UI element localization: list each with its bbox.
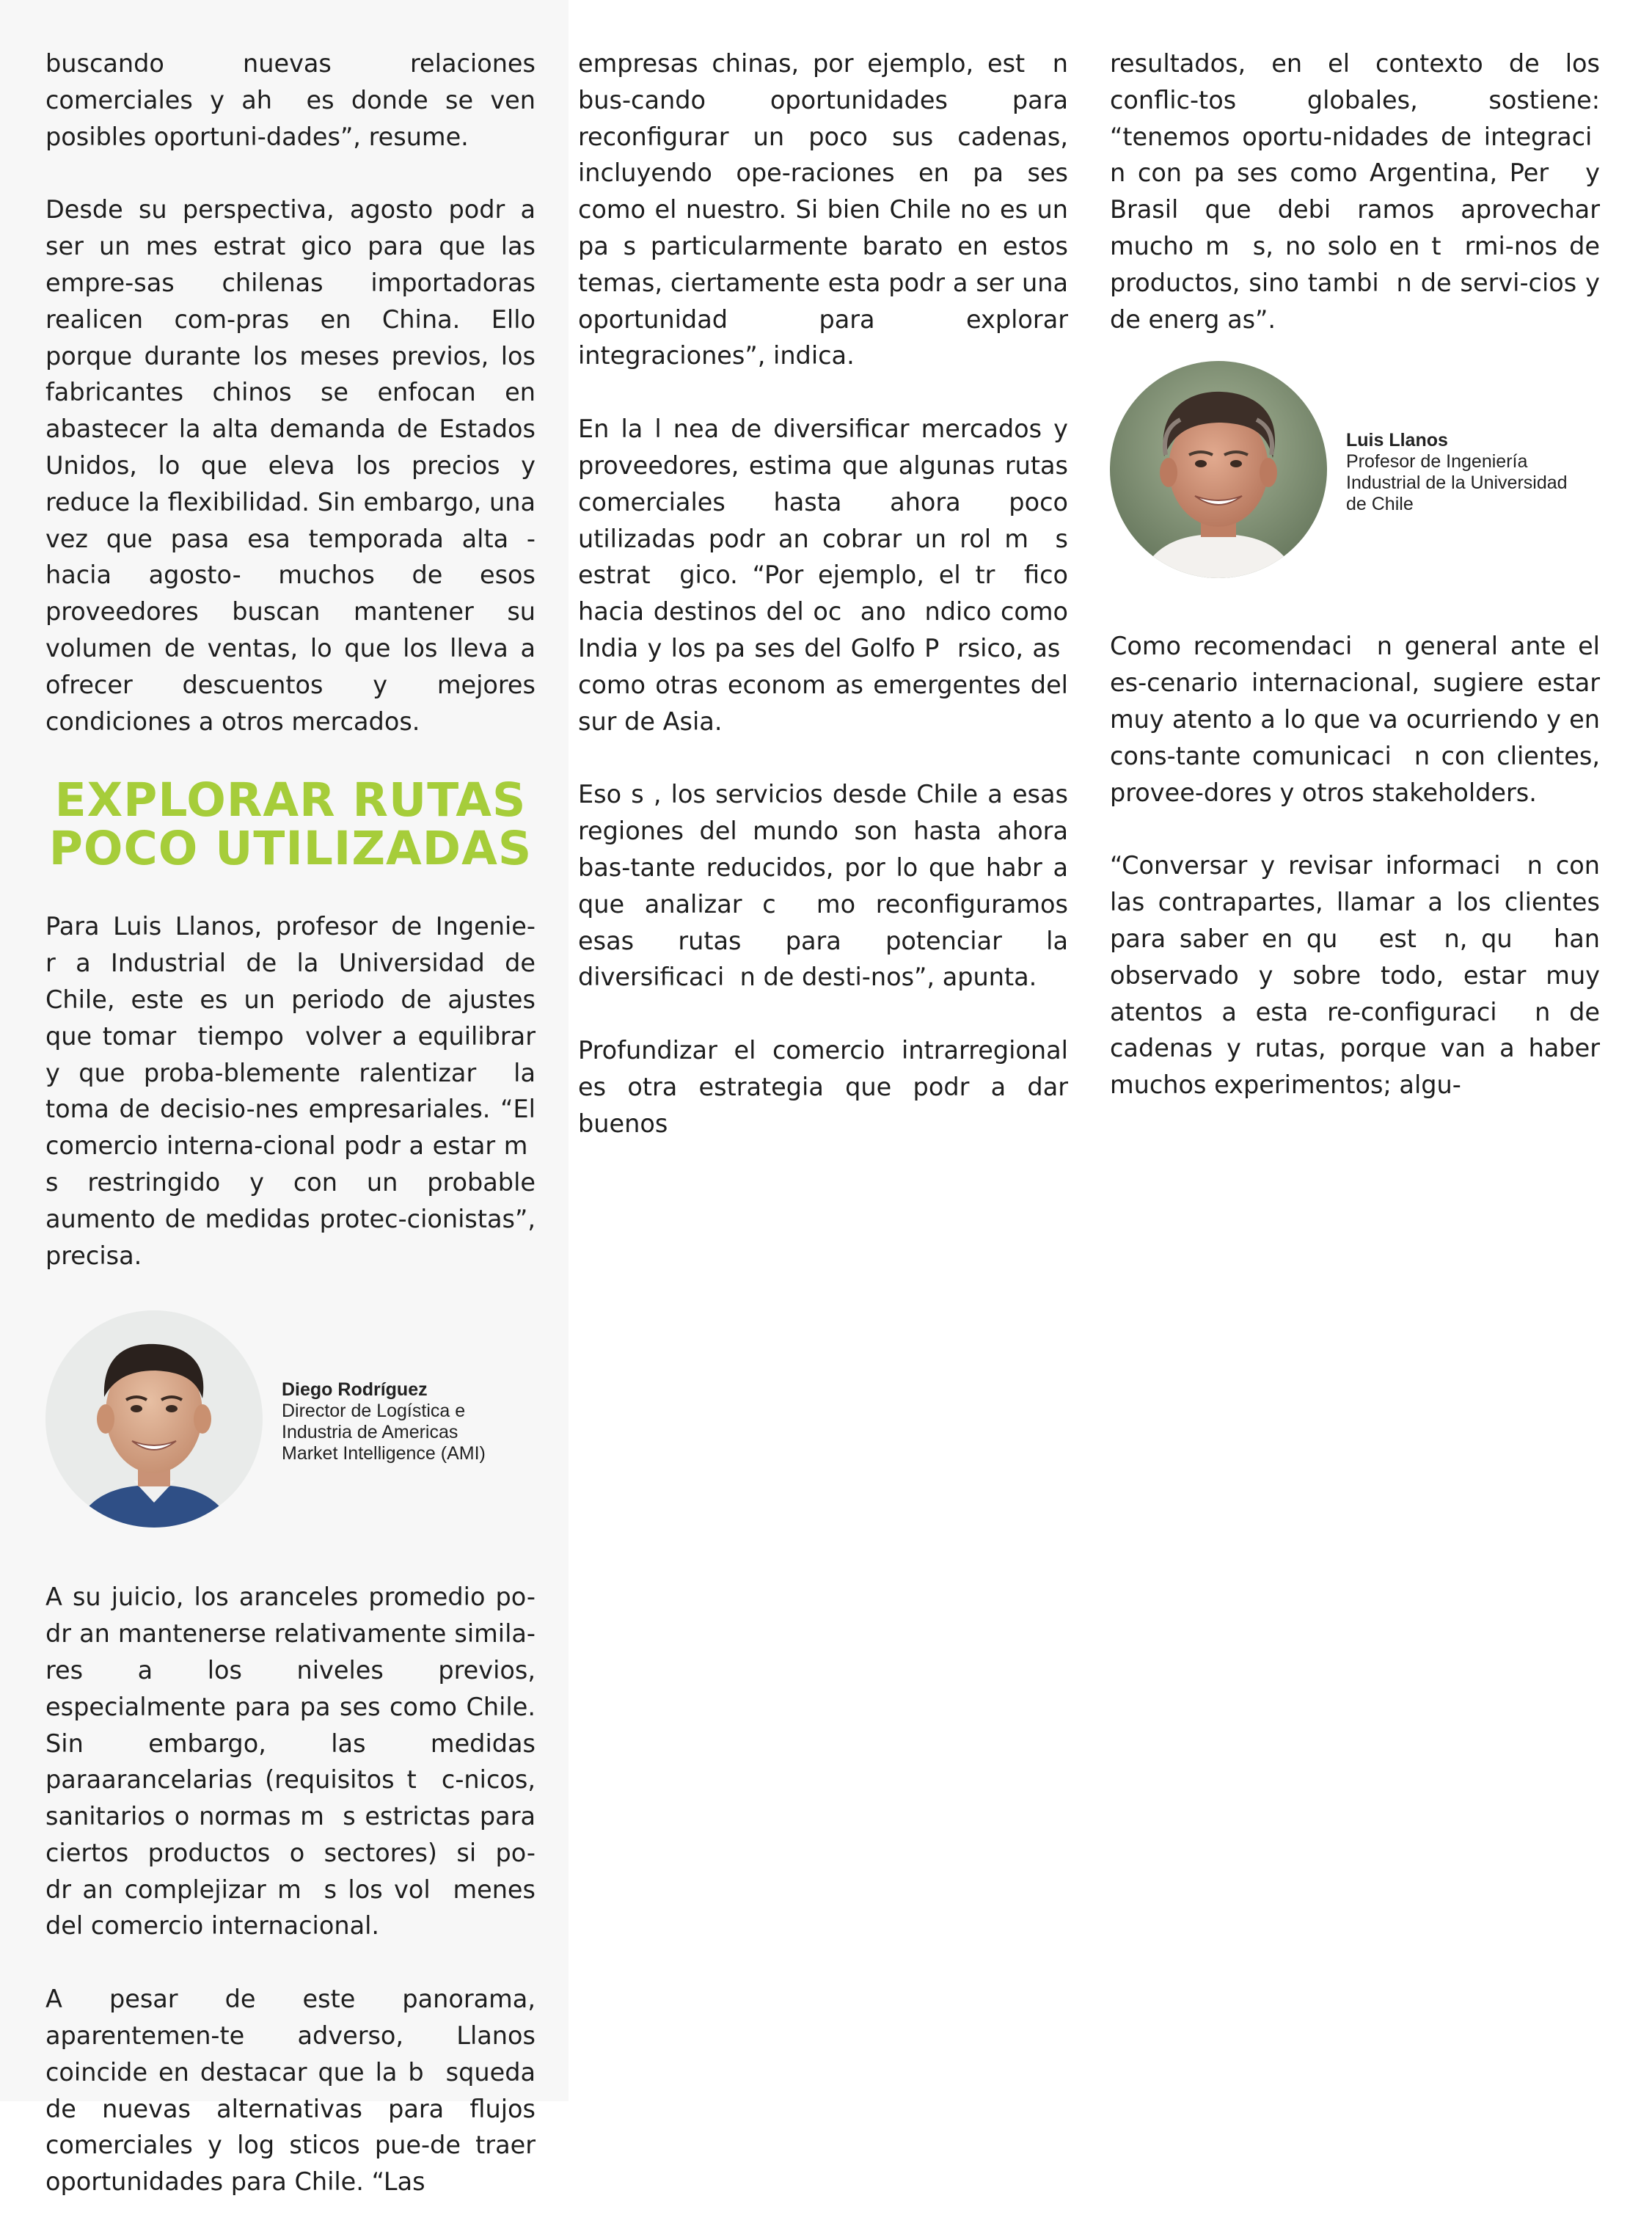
- portrait-luis-image: [1110, 361, 1327, 578]
- avatar-photo: [1110, 361, 1327, 578]
- profile-diego-rodriguez: [45, 1310, 536, 1528]
- paragraph: A su juicio, los aranceles promedio po-dr an mantenerse relativamente simila-res a los niveles previos, especialmente para pa ses como Chile. Sin embargo, las medidas paraarancelarias (requisitos t c-nicos, sanitarios o normas m s estrictas para ciertos productos o sectores) si po-dr an complejizar m s los vol menes del comercio internacional.: [45, 1583, 536, 1941]
- profile-caption: [1346, 430, 1568, 515]
- section-heading-line-1: EXPLORAR RUTAS: [54, 773, 527, 828]
- section-heading: [45, 773, 536, 876]
- paragraph: Para Luis Llanos, profesor de Ingenie-r a Industrial de la Universidad de Chile, este es un periodo de ajustes que tomar tiempo volver a equilibrar y que proba-blemente ralentizar la toma de decisio-nes empresariales. “El comercio interna-cional podr a estar m s restringido y con un probable aumento de medidas protec-cionistas”, precisa.: [45, 912, 536, 1270]
- paragraph: Eso s , los servicios desde Chile a esas regiones del mundo son hasta ahora bas-tante reducidos, por lo que habr a que analizar c mo reconfiguramos esas rutas para potenciar la diversificaci n de desti-nos”, apunta.: [578, 780, 1068, 992]
- profile-title-line: de Chile: [1346, 494, 1414, 515]
- section-heading-line-2: POCO UTILIZADAS: [48, 822, 533, 876]
- paragraph: empresas chinas, por ejemplo, est n bus-cando oportunidades para reconfigurar un poco sus cadenas, incluyendo ope-raciones en pa ses como el nuestro. Si bien Chile no es un pa s particularmente barato en estos temas, ciertamente esta podr a ser una oportunidad para explorar integraciones”, indica.: [578, 49, 1068, 371]
- portrait-diego-image: [45, 1310, 263, 1528]
- avatar-photo: [45, 1310, 263, 1528]
- article-column-2: [578, 45, 1068, 1179]
- article-column-3: [1110, 45, 1600, 1140]
- profile-title-line: Industria de Americas: [282, 1422, 458, 1443]
- profile-caption: [282, 1379, 486, 1464]
- profile-name: Diego Rodríguez: [282, 1379, 428, 1401]
- paragraph: En la l nea de diversificar mercados y proveedores, estima que algunas rutas comerciales hasta ahora poco utilizadas podr an cobrar un rol m s estrat gico. “Por ejemplo, el tr fico hacia destinos del oc ano ndico como India y los pa ses del Golfo P rsico, as como otras econom as emergentes del sur de Asia.: [578, 415, 1068, 736]
- profile-title-line: Market Intelligence (AMI): [282, 1443, 486, 1464]
- profile-title-line: Profesor de Ingeniería: [1346, 451, 1528, 472]
- paragraph: Como recomendaci n general ante el es-cenario internacional, sugiere estar muy atento a lo que va ocurriendo y en cons-tante comunicaci n con clientes, provee-dores y otros stakeholders.: [1110, 632, 1600, 807]
- paragraph: Profundizar el comercio intrarregional es otra estrategia que podr a dar buenos: [578, 1036, 1068, 1138]
- paragraph: “Conversar y revisar informaci n con las contrapartes, llamar a los clientes para saber en qu est n, qu han observado y sobre todo, estar muy atentos a esta re-configuraci n de cadenas y rutas, porque van a haber muchos experimentos; algu-: [1110, 851, 1600, 1100]
- profile-name: Luis Llanos: [1346, 430, 1448, 451]
- profile-title-line: Director de Logística e: [282, 1401, 466, 1422]
- paragraph: A pesar de este panorama, aparentemen-te adverso, Llanos coincide en destacar que la b squeda de nuevas alternativas para flujos comerciales y log sticos pue-de traer oportunidades para Chile. “Las: [45, 1985, 536, 2197]
- paragraph: Desde su perspectiva, agosto podr a ser un mes estrat gico para que las empre-sas chilenas importadoras realicen com-pras en China. Ello porque durante los meses previos, los fabricantes chinos se enfocan en abastecer la alta demanda de Estados Unidos, lo que eleva los precios y reduce la flexibilidad. Sin embargo, una vez que pasa esa temporada alta -hacia agosto- muchos de esos proveedores buscan mantener su volumen de ventas, lo que los lleva a ofrecer descuentos y mejores condiciones a otros mercados.: [45, 195, 536, 736]
- paragraph: resultados, en el contexto de los conflic-tos globales, sostiene: “tenemos oportu-nidades de integraci n con pa ses como Argentina, Per y Brasil que debi ramos aprovechar mucho m s, no solo en t rmi-nos de productos, sino tambi n de servi-cios y de energ as”.: [1110, 49, 1600, 334]
- profile-luis-llanos: [1110, 361, 1600, 578]
- article-column-1: [45, 45, 536, 2237]
- profile-title-line: Industrial de la Universidad: [1346, 472, 1568, 494]
- paragraph: buscando nuevas relaciones comerciales y ah es donde se ven posibles oportuni-dades”, resume.: [45, 49, 536, 151]
